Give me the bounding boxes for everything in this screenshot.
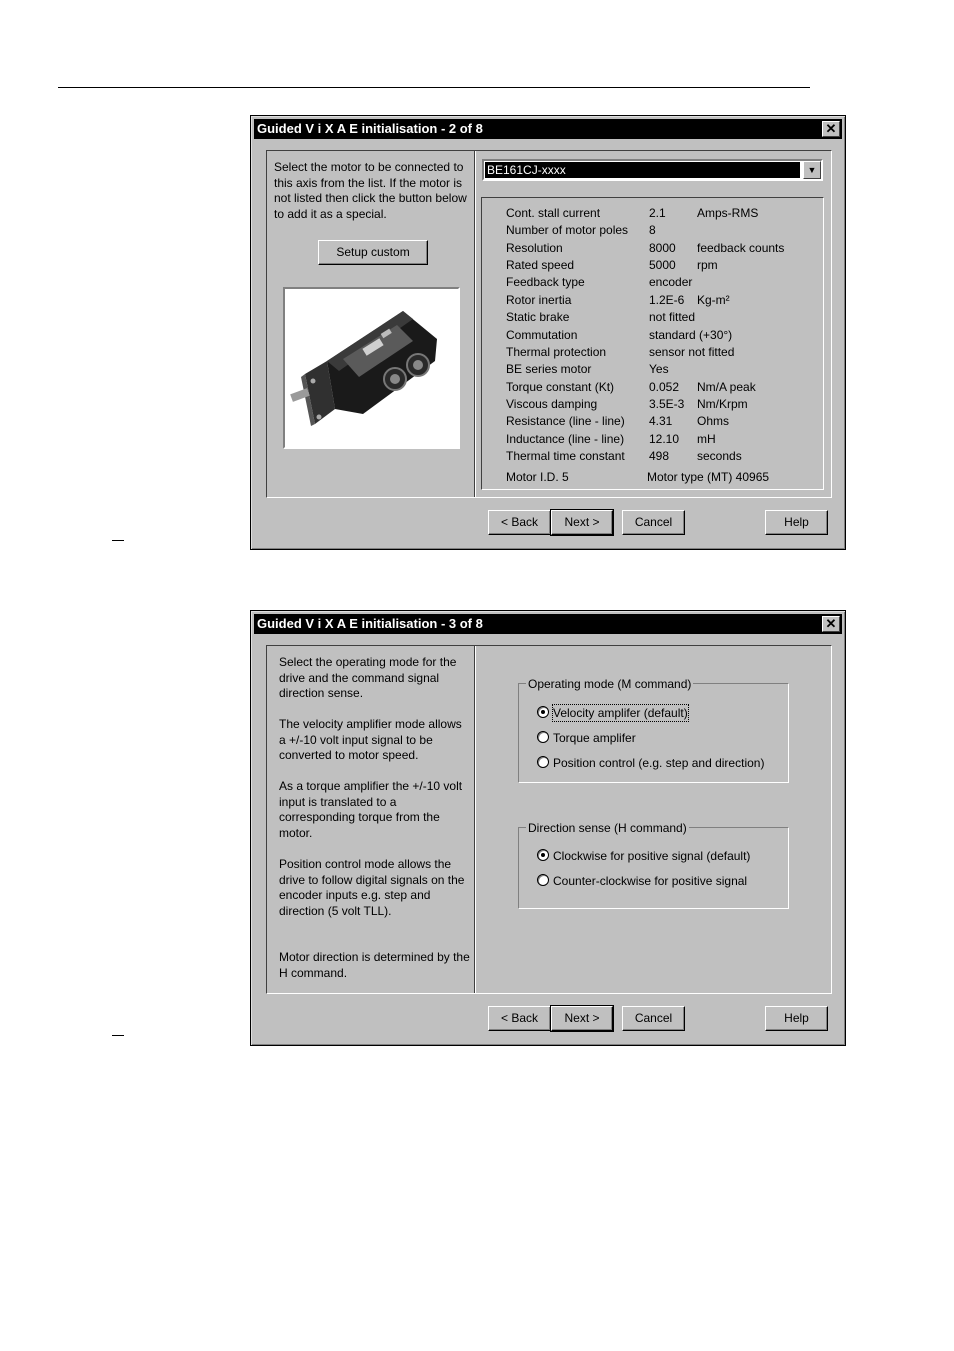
spec-name: Cont. stall current bbox=[506, 206, 601, 220]
direction-sense-group bbox=[518, 827, 789, 909]
back-button[interactable] bbox=[488, 510, 551, 535]
motor-type: Motor type (MT) 40965 bbox=[647, 470, 770, 484]
spec-unit: rpm bbox=[697, 258, 718, 272]
spec-value: Yes bbox=[649, 362, 669, 376]
spec-value: 3.5E-3 bbox=[649, 397, 685, 411]
spec-name: Rated speed bbox=[506, 258, 575, 272]
motor-select-value: BE161CJ-xxxx bbox=[485, 162, 800, 178]
instructions-paragraph: Select the operating mode for the drive and the command signal direction sense. bbox=[279, 655, 457, 700]
spec-name: BE series motor bbox=[506, 362, 592, 376]
cancel-label: Cancel bbox=[634, 515, 673, 529]
spec-value: 2.1 bbox=[649, 206, 666, 220]
instructions-text: Select the motor to be connected to this axis from the list. If the motor is not listed then click the button below to add it as a special. bbox=[274, 160, 467, 221]
spec-unit: Amps-RMS bbox=[697, 206, 759, 220]
motor-illustration bbox=[285, 289, 458, 447]
motor-photo bbox=[283, 287, 460, 449]
spec-value: sensor not fitted bbox=[649, 345, 735, 359]
page-header-rule bbox=[58, 87, 810, 88]
spec-name: Commutation bbox=[506, 328, 578, 342]
help-button[interactable] bbox=[765, 510, 828, 535]
dialog-titlebar bbox=[254, 119, 842, 139]
instructions-paragraph: The velocity amplifier mode allows a +/-10 volt input signal to be converted to motor speed. bbox=[279, 717, 462, 762]
spec-value: 8 bbox=[649, 223, 656, 237]
spec-value: 4.31 bbox=[649, 414, 673, 428]
spec-name: Static brake bbox=[506, 310, 570, 324]
spec-value: standard (+30°) bbox=[649, 328, 733, 342]
next-button[interactable] bbox=[551, 1006, 613, 1031]
cancel-button[interactable] bbox=[622, 510, 685, 535]
spec-unit: Nm/Krpm bbox=[697, 397, 748, 411]
back-button[interactable] bbox=[488, 1006, 551, 1031]
spec-name: Resolution bbox=[506, 241, 563, 255]
spec-name: Viscous damping bbox=[506, 397, 598, 411]
close-button[interactable] bbox=[822, 121, 840, 137]
back-label: < Back bbox=[500, 1011, 539, 1025]
radio-selected-icon[interactable] bbox=[537, 706, 549, 718]
spec-name: Feedback type bbox=[506, 275, 585, 289]
next-button[interactable] bbox=[551, 510, 613, 535]
radio-icon[interactable] bbox=[537, 874, 549, 886]
spec-unit: mH bbox=[697, 432, 716, 446]
radio-selected-icon[interactable] bbox=[537, 849, 549, 861]
setup-custom-button[interactable] bbox=[318, 240, 428, 265]
next-label: Next > bbox=[564, 1011, 600, 1025]
radio-label[interactable]: Counter-clockwise for positive signal bbox=[553, 874, 748, 888]
chevron-down-icon[interactable]: ▼ bbox=[803, 161, 821, 179]
spec-name: Thermal protection bbox=[506, 345, 607, 359]
radio-label[interactable]: Velocity amplifer (default) bbox=[553, 706, 688, 720]
spec-value: 12.10 bbox=[649, 432, 680, 446]
setup-custom-label: Setup custom bbox=[336, 245, 410, 259]
close-button[interactable] bbox=[822, 616, 840, 632]
spec-value: 498 bbox=[649, 449, 670, 463]
spec-value: 5000 bbox=[649, 258, 676, 272]
help-label: Help bbox=[784, 1011, 809, 1025]
cancel-label: Cancel bbox=[634, 1011, 673, 1025]
spec-unit: feedback counts bbox=[697, 241, 785, 255]
spec-value: 8000 bbox=[649, 241, 676, 255]
spec-unit: seconds bbox=[697, 449, 742, 463]
panel-divider bbox=[474, 646, 476, 993]
direction-sense-label: Direction sense (H command) bbox=[528, 821, 687, 835]
margin-mark bbox=[112, 1035, 124, 1036]
radio-label[interactable]: Clockwise for positive signal (default) bbox=[553, 849, 751, 863]
spec-value: 1.2E-6 bbox=[649, 293, 685, 307]
spec-name: Number of motor poles bbox=[506, 223, 629, 237]
instructions-paragraph: Position control mode allows the drive to follow digital signals on the encoder inputs e.g. step and direction (5 volt TLL). bbox=[279, 857, 465, 918]
spec-unit: Ohms bbox=[697, 414, 730, 428]
instructions-paragraph: As a torque amplifier the +/-10 volt input is translated to a corresponding torque from the motor. bbox=[279, 779, 463, 840]
panel-divider bbox=[474, 151, 476, 497]
margin-mark bbox=[112, 540, 124, 541]
motor-id: Motor I.D. 5 bbox=[506, 470, 569, 484]
motor-select-dropdown[interactable] bbox=[482, 159, 823, 181]
spec-name: Torque constant (Kt) bbox=[506, 380, 615, 394]
spec-unit: Kg-m² bbox=[697, 293, 730, 307]
instructions-paragraph: Motor direction is determined by the H command. bbox=[279, 950, 470, 980]
spec-value: not fitted bbox=[649, 310, 696, 324]
help-label: Help bbox=[784, 515, 809, 529]
close-icon: ✕ bbox=[825, 616, 837, 631]
spec-value: 0.052 bbox=[649, 380, 680, 394]
close-icon: ✕ bbox=[825, 121, 837, 136]
next-label: Next > bbox=[564, 515, 600, 529]
radio-label[interactable]: Torque amplifer bbox=[553, 731, 636, 745]
spec-name: Rotor inertia bbox=[506, 293, 572, 307]
dialog-title: Guided V i X A E initialisation - 2 of 8 bbox=[257, 121, 483, 136]
dialog-titlebar bbox=[254, 614, 842, 634]
radio-icon[interactable] bbox=[537, 756, 549, 768]
spec-unit: Nm/A peak bbox=[697, 380, 756, 394]
help-button[interactable] bbox=[765, 1006, 828, 1031]
back-label: < Back bbox=[500, 515, 539, 529]
radio-icon[interactable] bbox=[537, 731, 549, 743]
dialog-title: Guided V i X A E initialisation - 3 of 8 bbox=[257, 616, 483, 631]
spec-value: encoder bbox=[649, 275, 693, 289]
operating-mode-label: Operating mode (M command) bbox=[528, 677, 692, 691]
spec-name: Thermal time constant bbox=[506, 449, 625, 463]
cancel-button[interactable] bbox=[622, 1006, 685, 1031]
spec-name: Resistance (line - line) bbox=[506, 414, 625, 428]
spec-name: Inductance (line - line) bbox=[506, 432, 625, 446]
motor-instructions bbox=[274, 160, 472, 222]
radio-label[interactable]: Position control (e.g. step and direction) bbox=[553, 756, 765, 770]
